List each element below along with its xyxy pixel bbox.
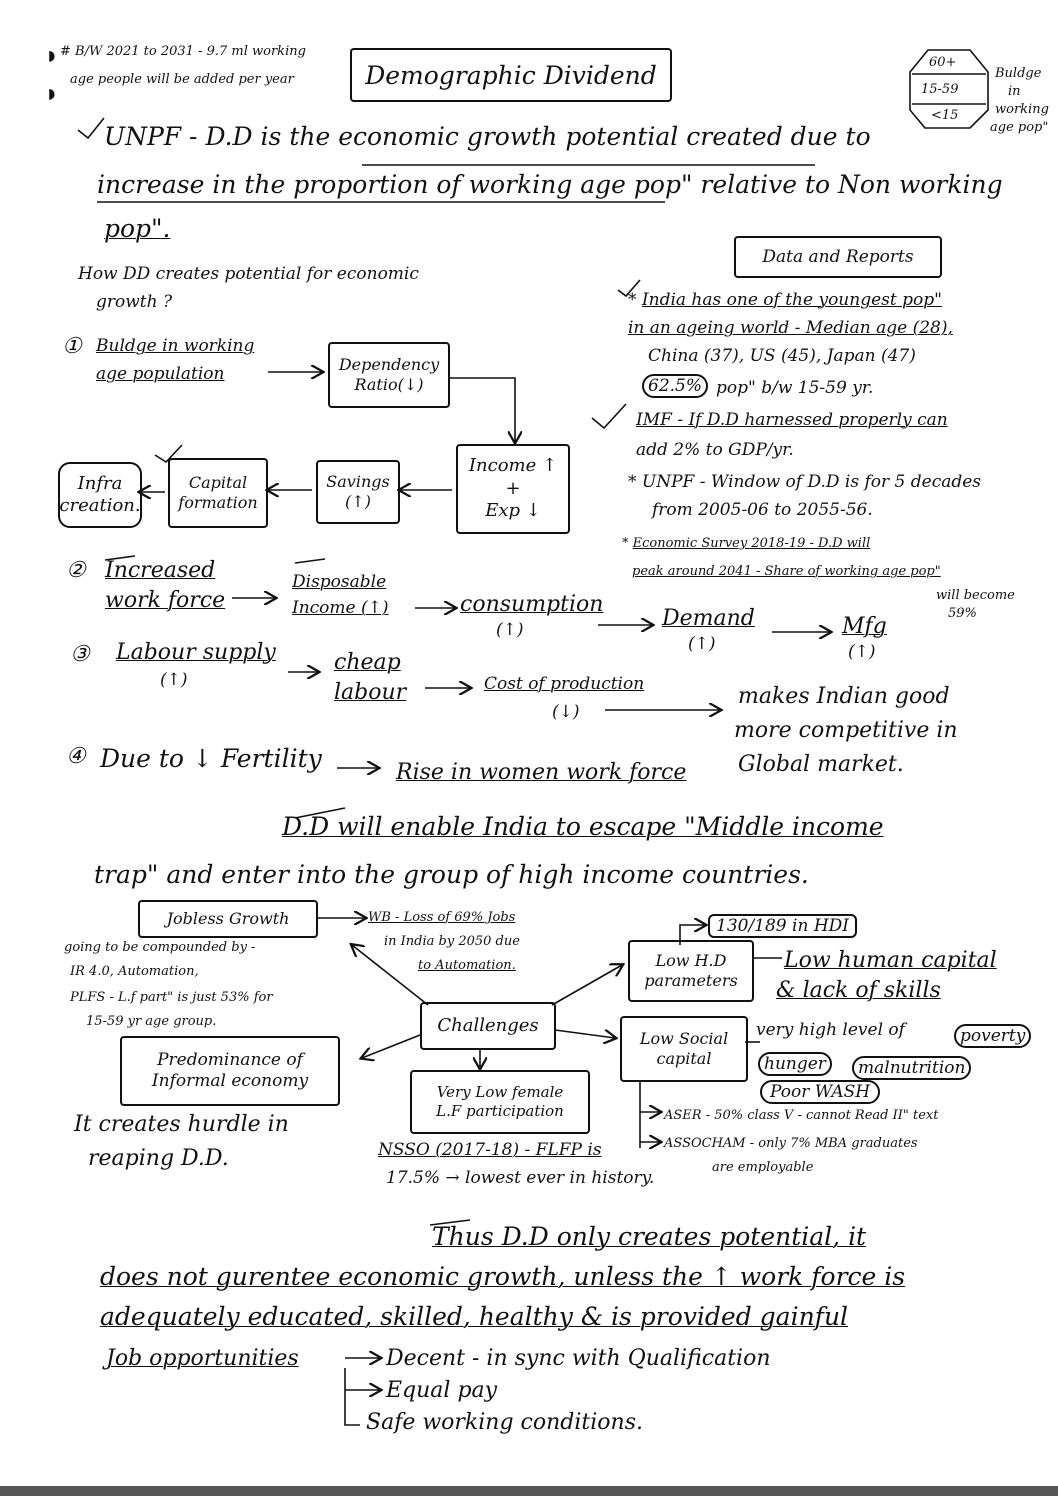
dr-bullet-5-line1: * Economic Survey 2018-19 - D.D will [622,536,871,551]
conclusion-sub-2: Equal pay [386,1378,498,1403]
p2-e-line1: Mfg [842,614,887,639]
p3-d-line1: makes Indian good [738,684,950,709]
p3-c-line1: Cost of production [484,674,645,694]
p3-d-line2: more competitive in [734,718,958,743]
pyramid-middle: 15-59 [921,82,959,97]
margin-mark: ◗ [48,86,56,102]
informal-economy-box: Predominance of Informal economy [120,1036,340,1106]
conclusion-sub-1: Decent - in sync with Qualification [386,1346,771,1371]
pyramid-label-0: Buldge [995,66,1042,81]
jobless-note-1: going to be compounded by - [64,940,256,955]
nsso-line1: NSSO (2017-18) - FLFP is [378,1140,602,1160]
pyramid-label-1: in [1008,84,1021,99]
dr-bullet-4-line2: from 2005-06 to 2055-56. [652,500,873,520]
poor-wash-circle: Poor WASH [760,1080,880,1104]
page-title: Demographic Dividend [365,60,657,90]
p3-a-line1: Labour supply [116,640,276,665]
p2-b-line2: Income (↑) [292,598,389,618]
p1-label-line1: Buldge in working [96,336,255,356]
dr-bullet-3-line1: IMF - If D.D harnessed properly can [636,410,948,430]
jobless-note-2: IR 4.0, Automation, [70,964,199,979]
data-reports-box [734,236,942,278]
jobless-growth-box: Jobless Growth [138,900,318,938]
dr-bullet-1-line1: * India has one of the youngest pop" [628,290,942,310]
savings-box: Savings (↑) [316,460,400,524]
tick-mark [592,404,626,428]
dr-pct-circle: 62.5% [642,374,708,398]
pyramid-bottom: <15 [931,108,959,123]
wb-line2: in India by 2050 due [384,934,520,949]
aser-line: ASER - 50% class V - cannot Read II" text [664,1108,939,1123]
escape-line2: trap" and enter into the group of high income countries. [94,860,809,889]
informal-note-1: It creates hurdle in [74,1112,289,1137]
infra-creation-box: Infra creation. [58,462,142,528]
how-question-line1: How DD creates potential for economic [78,264,419,284]
how-question-line2: growth ? [96,292,173,312]
dependency-ratio-box: Dependency Ratio(↓) [328,342,450,408]
definition-line1: UNPF - D.D is the economic growth potential created due to [104,122,871,151]
challenges-box: Challenges [420,1002,556,1050]
p2-e-line2: (↑) [848,642,876,662]
p3-a-line2: (↑) [160,670,188,690]
pyramid-label-2: working [995,102,1049,117]
p3-b-line2: labour [334,680,407,705]
low-hc-line2: & lack of skills [776,978,941,1003]
hdi-box: 130/189 in HDI [708,914,857,938]
dr-bullet-1-text: India has one of the youngest pop" [641,290,942,310]
p1-label-line2: age population [96,364,225,384]
income-exp-box: Income ↑ + Exp ↓ [456,444,570,534]
malnutrition-circle: malnutrition [852,1056,971,1080]
header-note-line1: # B/W 2021 to 2031 - 9.7 ml working [60,44,306,59]
margin-mark: ◗ [48,48,56,64]
assocham-line2: are employable [712,1160,814,1175]
conclusion-line3: adequately educated, skilled, healthy & is provided gainful [100,1302,849,1331]
low-hc-line1: Low human capital [784,948,997,973]
definition-line2: increase in the proportion of working age pop" relative to Non working [97,170,1003,199]
informal-note-2: reaping D.D. [88,1146,229,1171]
p2-c-line1: consumption [460,592,604,617]
p3-b-line1: cheap [334,650,401,675]
dr-bullet-5-line3: will become [936,588,1015,603]
dr-bullet-3-line2: add 2% to GDP/yr. [636,440,794,460]
p2-b-line1: Disposable [292,572,387,592]
conclusion-sub-3: Safe working conditions. [366,1410,643,1435]
p4-b: Rise in women work force [396,760,687,785]
dr-bullet-4-text: UNPF - Window of D.D is for 5 decades [641,472,982,492]
p3-c-line2: (↓) [552,702,580,722]
pyramid-label-3: age pop" [990,120,1049,135]
assocham-line1: ASSOCHAM - only 7% MBA graduates [664,1136,918,1151]
dr-bullet-2-rest: pop" b/w 15-59 yr. [716,378,874,398]
dr-bullet-5-line4: 59% [948,606,977,621]
point-4-number: ④ [66,744,86,769]
female-lf-box: Very Low female L.F participation [410,1070,590,1134]
low-social-capital-box: Low Social capital [620,1016,748,1082]
conclusion-line4-head: Job opportunities [106,1346,299,1371]
wb-line3: to Automation. [418,958,516,973]
wb-line1: WB - Loss of 69% Jobs [368,910,516,925]
p2-a-line2: work force [105,588,226,613]
p2-d-line1: Demand [662,606,755,631]
title-box [350,48,672,102]
jobless-note-4: 15-59 yr age group. [86,1014,217,1029]
social-line1: very high level of [756,1020,905,1040]
point-1-number: ① [62,334,82,359]
point-2-number: ② [66,558,86,583]
dr-bullet-4-line1: * UNPF - Window of D.D is for 5 decades [628,472,982,492]
jobless-note-3: PLFS - L.f part" is just 53% for [70,990,273,1005]
tick-mark [295,559,325,563]
nsso-line2: 17.5% → lowest ever in history. [386,1168,655,1188]
point-3-number: ③ [70,642,90,667]
scan-edge [0,1486,1058,1496]
dr-bullet-5-text: Economic Survey 2018-19 - D.D will [632,536,871,551]
conclusion-line2: does not gurentee economic growth, unless the ↑ work force is [100,1262,906,1291]
p2-a-line1: Increased [105,558,216,583]
pyramid-top: 60+ [929,55,957,70]
p4-a: Due to ↓ Fertility [100,744,322,773]
definition-line3: pop". [104,214,171,243]
conclusion-line1: Thus D.D only creates potential, it [432,1222,867,1251]
dr-bullet-1-line3: China (37), US (45), Japan (47) [648,346,916,366]
p2-c-line2: (↑) [496,620,524,640]
header-note-line2: age people will be added per year [70,72,294,87]
low-hd-box: Low H.D parameters [628,940,754,1002]
dr-bullet-1-line2: in an ageing world - Median age (28), [628,318,953,338]
hunger-circle: hunger [758,1052,832,1076]
dr-bullet-5-line2: peak around 2041 - Share of working age pop" [632,564,941,579]
p3-d-line3: Global market. [738,752,904,777]
data-reports-title: Data and Reports [762,247,914,267]
tick-mark [78,118,104,138]
poverty-circle: poverty [954,1024,1031,1048]
escape-line1: D.D will enable India to escape "Middle income [282,812,884,841]
p2-d-line2: (↑) [688,634,716,654]
capital-formation-box: Capital formation [168,458,268,528]
